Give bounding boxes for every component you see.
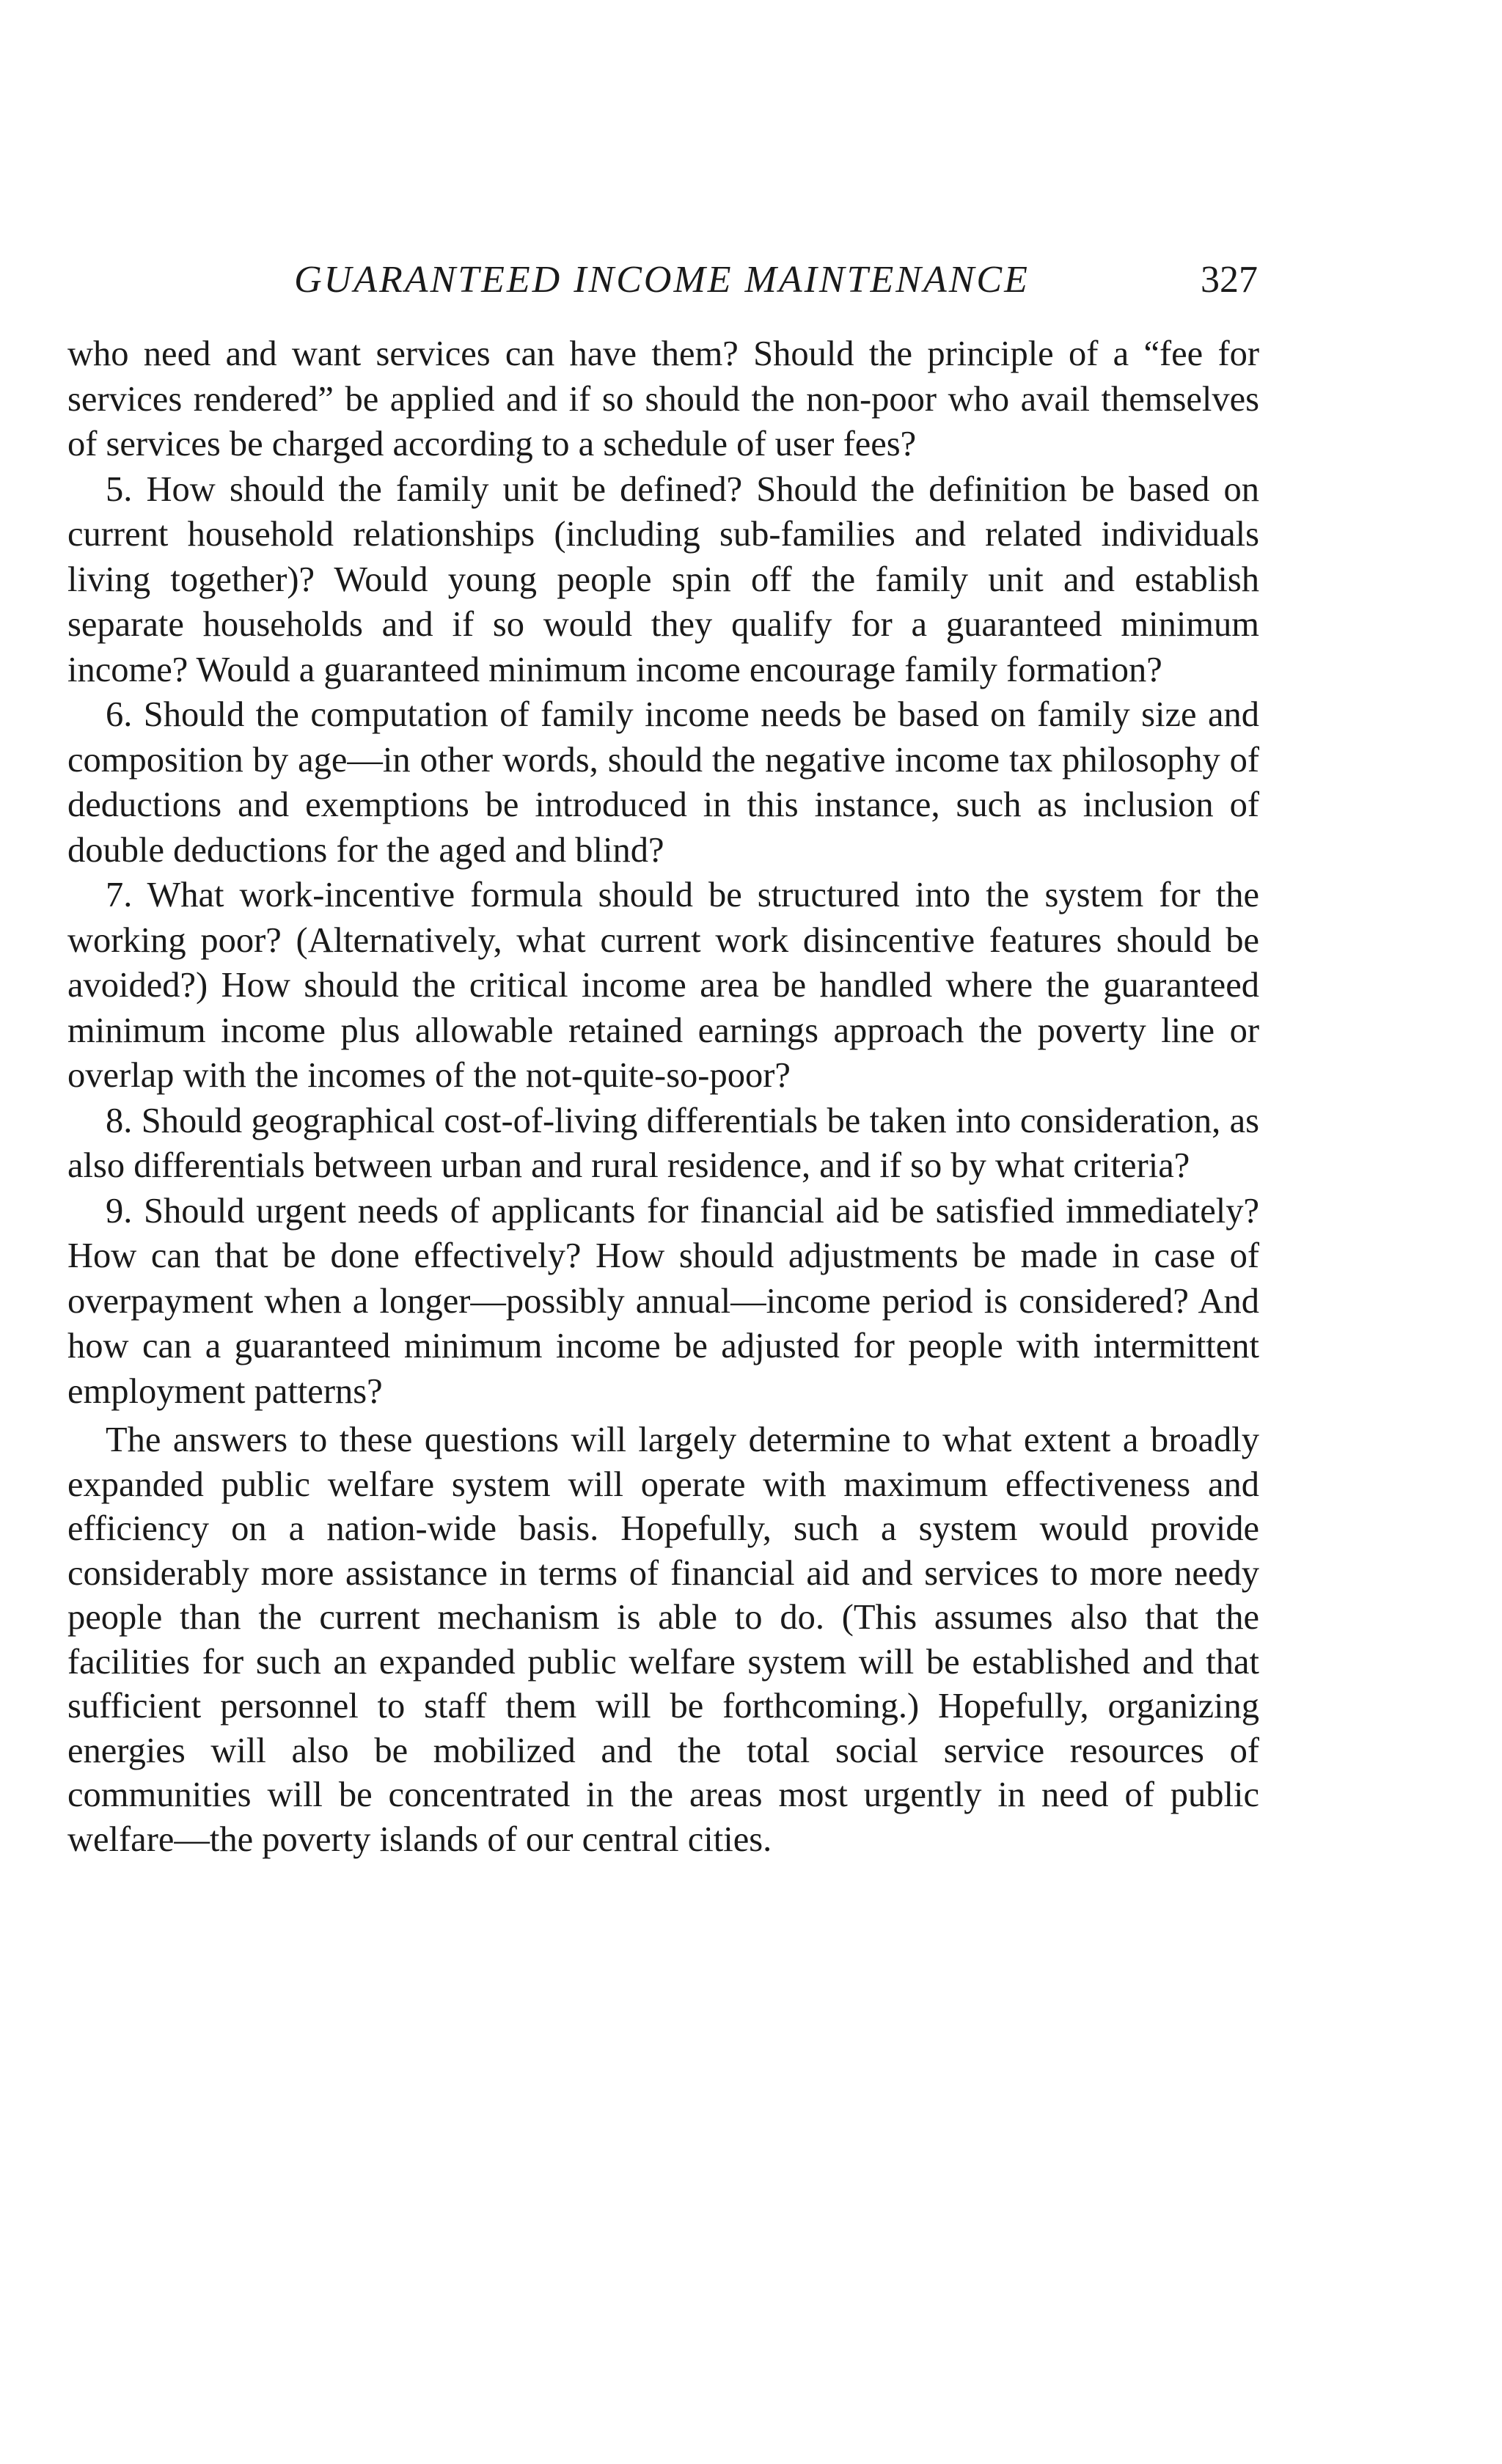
conclusion-paragraph: The answers to these questions will largely determine to what extent a broadly expanded public welfare system will operate with maximum effectiveness and efficiency on a nation-wide basis. Hopefully, such a system would provide considerably more assistance in terms of financial aid and services to more needy people than the current mechanism is able to do. (This assumes also that the facilities for such an expanded public welfare system will be established and that sufficient personnel to staff them will be forthcoming.) Hopefully, organizing energies will also be mobilized and the total social service resources of communities will be concentrated in the areas most urgently in need of public welfare—the poverty islands of our central cities. bbox=[67, 1420, 1259, 1859]
body-text bbox=[67, 331, 1259, 1862]
page-number: 327 bbox=[1201, 259, 1258, 301]
question-7-paragraph: 7. What work-incentive formula should be structured into the system for the working poor? (Alternatively, what current work disincentive features should be avoided?) How should the critical income area be handled where the guaranteed minimum income plus allowable retained earnings approach the poverty line or overlap with the incomes of the not-quite-so-poor? bbox=[67, 876, 1259, 1095]
paragraph-continuation: who need and want services can have them? Should the principle of a “fee for services rendered” be applied and if so should the non-poor who avail themselves of services be charged according to a schedule of user fees? bbox=[67, 334, 1259, 463]
question-5-paragraph: 5. How should the family unit be defined? Should the definition be based on current household relationships (including sub-families and related individuals living together)? Would young people spin off the family unit and establish separate households and if so would they qualify for a guaranteed minimum income? Would a guaranteed minimum income encourage family formation? bbox=[67, 469, 1259, 689]
question-8-paragraph: 8. Should geographical cost-of-living differentials be taken into consideration, as also differentials between urban and rural residence, and if so by what criteria? bbox=[67, 1101, 1259, 1185]
running-head bbox=[66, 248, 1258, 314]
question-6-paragraph: 6. Should the computation of family income needs be based on family size and composition by age—in other words, should the negative income tax philosophy of deductions and exemptions be introduced in this instance, such as inclusion of double deductions for the aged and blind? bbox=[67, 695, 1259, 870]
question-9-paragraph: 9. Should urgent needs of applicants for financial aid be satisfied immediately? How can that be done effectively? How should adjustments be made in case of overpayment when a longer—possibly annual—income period is considered? And how can a guaranteed minimum income be adjusted for people with intermittent employment patterns? bbox=[67, 1191, 1259, 1411]
running-title: GUARANTEED INCOME MAINTENANCE bbox=[294, 259, 1030, 301]
